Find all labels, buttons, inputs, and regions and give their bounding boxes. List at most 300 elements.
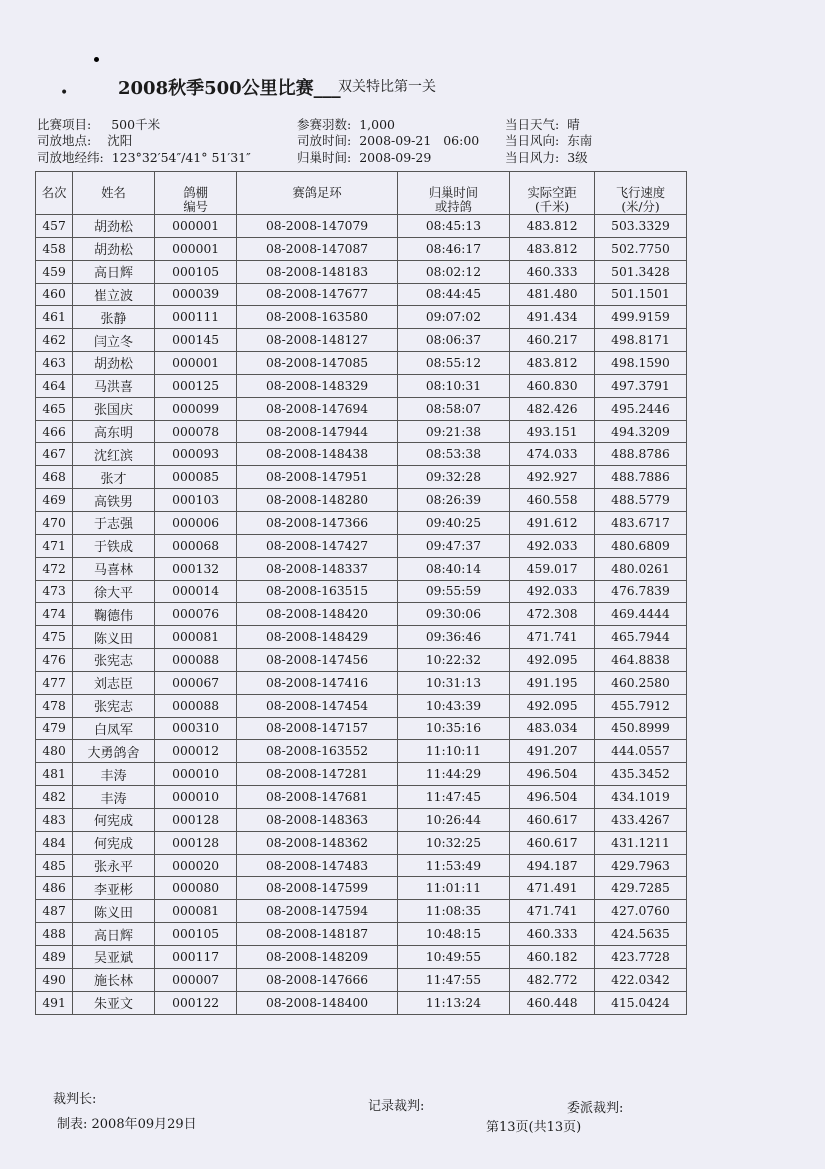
ring-cell: 08-2008-148187 — [237, 923, 397, 946]
loft-cell: 000128 — [154, 808, 237, 831]
ring-cell: 08-2008-147944 — [237, 420, 397, 443]
loft-cell: 000081 — [154, 626, 237, 649]
speed-cell: 497.3791 — [594, 374, 686, 397]
name-cell: 刘志臣 — [73, 671, 155, 694]
coords-label: 司放地经纬: — [37, 150, 104, 165]
rank-cell: 459 — [36, 260, 73, 283]
rank-cell: 484 — [36, 831, 73, 854]
col-header-loft — [154, 172, 237, 215]
col-header-loft-text: 鸽棚 编号 — [183, 186, 208, 214]
col-header-ring — [237, 172, 397, 215]
return-time-cell: 10:43:39 — [397, 694, 510, 717]
speed-cell: 488.5779 — [594, 489, 686, 512]
rank-cell: 485 — [36, 854, 73, 877]
wind-direction-label: 当日风向: — [505, 133, 560, 148]
return-time-cell: 08:44:45 — [397, 283, 510, 306]
return-time-cell: 08:53:38 — [397, 443, 510, 466]
loft-cell: 000001 — [154, 237, 237, 260]
name-cell: 胡劲松 — [73, 352, 155, 375]
name-cell: 胡劲松 — [73, 215, 155, 238]
loft-cell: 000125 — [154, 374, 237, 397]
table-row — [36, 854, 687, 877]
distance-cell: 491.434 — [510, 306, 595, 329]
loft-cell: 000076 — [154, 603, 237, 626]
name-cell: 沈红滨 — [73, 443, 155, 466]
page-title: 2008秋季500公里比赛___ — [118, 78, 341, 99]
speed-cell: 488.7886 — [594, 466, 686, 489]
ring-cell: 08-2008-163552 — [237, 740, 397, 763]
ring-cell: 08-2008-148280 — [237, 489, 397, 512]
table-row — [36, 580, 687, 603]
name-cell: 大勇鸽舍 — [73, 740, 155, 763]
name-cell: 高铁男 — [73, 489, 155, 512]
speed-cell: 483.6717 — [594, 511, 686, 534]
weather-value: 晴 — [567, 117, 580, 132]
ring-cell: 08-2008-163580 — [237, 306, 397, 329]
stray-mark: • — [60, 85, 69, 101]
distance-cell: 496.504 — [510, 786, 595, 809]
loft-cell: 000117 — [154, 946, 237, 969]
rank-cell: 488 — [36, 923, 73, 946]
table-row — [36, 923, 687, 946]
return-time-cell: 08:06:37 — [397, 329, 510, 352]
name-cell: 施长林 — [73, 968, 155, 991]
ring-cell: 08-2008-147456 — [237, 649, 397, 672]
table-row — [36, 511, 687, 534]
rank-cell: 457 — [36, 215, 73, 238]
loft-cell: 000105 — [154, 923, 237, 946]
race-item-label: 比赛项目: — [37, 117, 92, 132]
ring-cell: 08-2008-147666 — [237, 968, 397, 991]
col-header-ring-text: 赛鸽足环 — [292, 186, 342, 200]
rank-cell: 470 — [36, 511, 73, 534]
distance-cell: 491.612 — [510, 511, 595, 534]
speed-cell: 460.2580 — [594, 671, 686, 694]
rank-cell: 479 — [36, 717, 73, 740]
wind-direction-info — [505, 133, 592, 149]
distance-cell: 460.617 — [510, 831, 595, 854]
loft-cell: 000068 — [154, 534, 237, 557]
loft-cell: 000128 — [154, 831, 237, 854]
ring-cell: 08-2008-147157 — [237, 717, 397, 740]
name-cell: 高日辉 — [73, 923, 155, 946]
release-place-info — [37, 133, 132, 149]
race-item-value: 500千米 — [111, 117, 161, 132]
loft-cell: 000132 — [154, 557, 237, 580]
rank-cell: 467 — [36, 443, 73, 466]
speed-cell: 423.7728 — [594, 946, 686, 969]
return-time-cell: 11:53:49 — [397, 854, 510, 877]
ring-cell: 08-2008-147079 — [237, 215, 397, 238]
rank-cell: 475 — [36, 626, 73, 649]
ring-cell: 08-2008-148329 — [237, 374, 397, 397]
loft-cell: 000085 — [154, 466, 237, 489]
return-time-cell: 08:02:12 — [397, 260, 510, 283]
distance-cell: 481.480 — [510, 283, 595, 306]
return-time-info — [297, 150, 431, 166]
ring-cell: 08-2008-148400 — [237, 991, 397, 1014]
table-row — [36, 557, 687, 580]
speed-cell: 502.7750 — [594, 237, 686, 260]
ring-cell: 08-2008-147594 — [237, 900, 397, 923]
name-cell: 崔立波 — [73, 283, 155, 306]
speed-cell: 480.6809 — [594, 534, 686, 557]
name-cell: 丰涛 — [73, 763, 155, 786]
distance-cell: 474.033 — [510, 443, 595, 466]
ring-cell: 08-2008-147087 — [237, 237, 397, 260]
rank-cell: 463 — [36, 352, 73, 375]
loft-cell: 000093 — [154, 443, 237, 466]
ring-cell: 08-2008-147599 — [237, 877, 397, 900]
speed-cell: 435.3452 — [594, 763, 686, 786]
col-header-return — [397, 172, 510, 215]
loft-cell: 000001 — [154, 215, 237, 238]
loft-cell: 000078 — [154, 420, 237, 443]
rank-cell: 461 — [36, 306, 73, 329]
speed-cell: 501.3428 — [594, 260, 686, 283]
ring-cell: 08-2008-147281 — [237, 763, 397, 786]
rank-cell: 478 — [36, 694, 73, 717]
return-time-label: 归巢时间: — [297, 150, 352, 165]
coords-value: 123°32′54″/41° 51′31″ — [111, 150, 251, 165]
name-cell: 丰涛 — [73, 786, 155, 809]
record-judge-label: 记录裁判: — [368, 1099, 425, 1114]
speed-cell: 465.7944 — [594, 626, 686, 649]
table-row — [36, 374, 687, 397]
ink-dot — [94, 57, 99, 62]
wind-direction-value: 东南 — [567, 133, 593, 148]
speed-cell: 469.4444 — [594, 603, 686, 626]
speed-cell: 498.8171 — [594, 329, 686, 352]
speed-cell: 499.9159 — [594, 306, 686, 329]
rank-cell: 480 — [36, 740, 73, 763]
distance-cell: 492.095 — [510, 649, 595, 672]
wind-force-label: 当日风力: — [505, 150, 560, 165]
speed-cell: 488.8786 — [594, 443, 686, 466]
ring-cell: 08-2008-148420 — [237, 603, 397, 626]
ring-cell: 08-2008-148127 — [237, 329, 397, 352]
return-time-cell: 08:58:07 — [397, 397, 510, 420]
name-cell: 张宪志 — [73, 694, 155, 717]
rank-cell: 468 — [36, 466, 73, 489]
loft-cell: 000103 — [154, 489, 237, 512]
return-time-cell: 10:22:32 — [397, 649, 510, 672]
distance-cell: 471.491 — [510, 877, 595, 900]
name-cell: 张静 — [73, 306, 155, 329]
speed-cell: 429.7963 — [594, 854, 686, 877]
ring-cell: 08-2008-147454 — [237, 694, 397, 717]
return-time-cell: 08:45:13 — [397, 215, 510, 238]
release-time-info — [297, 133, 479, 149]
return-time-cell: 08:40:14 — [397, 557, 510, 580]
distance-cell: 471.741 — [510, 900, 595, 923]
return-time-cell: 11:08:35 — [397, 900, 510, 923]
loft-cell: 000006 — [154, 511, 237, 534]
distance-cell: 459.017 — [510, 557, 595, 580]
rank-cell: 472 — [36, 557, 73, 580]
loft-cell: 000007 — [154, 968, 237, 991]
name-cell: 吴亚斌 — [73, 946, 155, 969]
col-header-rank — [36, 172, 73, 215]
loft-cell: 000111 — [154, 306, 237, 329]
distance-cell: 483.812 — [510, 237, 595, 260]
name-cell: 高日辉 — [73, 260, 155, 283]
table-row — [36, 763, 687, 786]
rank-cell: 491 — [36, 991, 73, 1014]
rank-cell: 464 — [36, 374, 73, 397]
distance-cell: 491.195 — [510, 671, 595, 694]
speed-cell: 476.7839 — [594, 580, 686, 603]
distance-cell: 496.504 — [510, 763, 595, 786]
distance-cell: 492.033 — [510, 534, 595, 557]
loft-cell: 000020 — [154, 854, 237, 877]
loft-cell: 000088 — [154, 694, 237, 717]
distance-cell: 492.927 — [510, 466, 595, 489]
table-row — [36, 968, 687, 991]
return-time-cell: 09:36:46 — [397, 626, 510, 649]
speed-cell: 429.7285 — [594, 877, 686, 900]
speed-cell: 501.1501 — [594, 283, 686, 306]
distance-cell: 482.426 — [510, 397, 595, 420]
page-subtitle: 双关特比第一关 — [338, 79, 436, 95]
entries-info — [297, 117, 395, 133]
table-row — [36, 283, 687, 306]
table-row — [36, 215, 687, 238]
assigned-judge-label: 委派裁判: — [567, 1101, 624, 1116]
table-row — [36, 694, 687, 717]
distance-cell: 482.772 — [510, 968, 595, 991]
rank-cell: 471 — [36, 534, 73, 557]
name-cell: 陈义田 — [73, 900, 155, 923]
release-time-value: 2008-09-21 06:00 — [359, 133, 480, 148]
table-row — [36, 489, 687, 512]
speed-cell: 431.1211 — [594, 831, 686, 854]
table-row — [36, 877, 687, 900]
ring-cell: 08-2008-148362 — [237, 831, 397, 854]
name-cell: 闫立冬 — [73, 329, 155, 352]
return-time-cell: 11:01:11 — [397, 877, 510, 900]
return-time-cell: 08:46:17 — [397, 237, 510, 260]
distance-cell: 460.830 — [510, 374, 595, 397]
wind-force-value: 3级 — [567, 150, 588, 165]
loft-cell: 000122 — [154, 991, 237, 1014]
return-time-cell: 10:26:44 — [397, 808, 510, 831]
distance-cell: 460.448 — [510, 991, 595, 1014]
name-cell: 何宪成 — [73, 808, 155, 831]
rank-cell: 473 — [36, 580, 73, 603]
ring-cell: 08-2008-148337 — [237, 557, 397, 580]
return-time-cell: 11:47:45 — [397, 786, 510, 809]
rank-cell: 487 — [36, 900, 73, 923]
table-row — [36, 808, 687, 831]
loft-cell: 000099 — [154, 397, 237, 420]
distance-cell: 483.812 — [510, 352, 595, 375]
return-time-cell: 10:32:25 — [397, 831, 510, 854]
col-header-distance-text: 实际空距 (千米) — [527, 186, 577, 214]
table-row — [36, 260, 687, 283]
return-time-cell: 08:55:12 — [397, 352, 510, 375]
col-header-speed-text: 飞行速度 (米/分) — [615, 186, 666, 214]
distance-cell: 493.151 — [510, 420, 595, 443]
distance-cell: 491.207 — [510, 740, 595, 763]
speed-cell: 424.5635 — [594, 923, 686, 946]
return-time-cell: 09:32:28 — [397, 466, 510, 489]
name-cell: 张永平 — [73, 854, 155, 877]
speed-cell: 427.0760 — [594, 900, 686, 923]
results-table-head — [36, 172, 687, 215]
results-table-body — [36, 215, 687, 1015]
return-time-cell: 11:10:11 — [397, 740, 510, 763]
release-place-value: 沈阳 — [107, 133, 133, 148]
weather-info — [505, 117, 580, 133]
table-row — [36, 946, 687, 969]
ring-cell: 08-2008-148183 — [237, 260, 397, 283]
table-row — [36, 786, 687, 809]
loft-cell: 000010 — [154, 786, 237, 809]
name-cell: 鞠德伟 — [73, 603, 155, 626]
col-header-return-text: 归巢时间 或持鸽 — [428, 186, 479, 214]
name-cell: 于铁成 — [73, 534, 155, 557]
name-cell: 陈义田 — [73, 626, 155, 649]
header-row — [36, 172, 687, 215]
speed-cell: 503.3329 — [594, 215, 686, 238]
coords-info — [37, 150, 251, 166]
table-row — [36, 649, 687, 672]
distance-cell: 492.095 — [510, 694, 595, 717]
ring-cell: 08-2008-147677 — [237, 283, 397, 306]
speed-cell: 434.1019 — [594, 786, 686, 809]
rank-cell: 476 — [36, 649, 73, 672]
table-row — [36, 671, 687, 694]
distance-cell: 460.217 — [510, 329, 595, 352]
rank-cell: 482 — [36, 786, 73, 809]
rank-cell: 465 — [36, 397, 73, 420]
loft-cell: 000145 — [154, 329, 237, 352]
loft-cell: 000012 — [154, 740, 237, 763]
table-row — [36, 991, 687, 1014]
loft-cell: 000010 — [154, 763, 237, 786]
distance-cell: 483.812 — [510, 215, 595, 238]
table-row — [36, 329, 687, 352]
speed-cell: 444.0557 — [594, 740, 686, 763]
rank-cell: 458 — [36, 237, 73, 260]
rank-cell: 469 — [36, 489, 73, 512]
entries-label: 参赛羽数: — [297, 117, 352, 132]
table-row — [36, 237, 687, 260]
loft-cell: 000001 — [154, 352, 237, 375]
chief-judge-label: 裁判长: — [53, 1092, 97, 1107]
speed-cell: 494.3209 — [594, 420, 686, 443]
speed-cell: 498.1590 — [594, 352, 686, 375]
ring-cell: 08-2008-147085 — [237, 352, 397, 375]
col-header-name-text: 姓名 — [101, 186, 126, 200]
speed-cell: 455.7912 — [594, 694, 686, 717]
return-time-cell: 09:47:37 — [397, 534, 510, 557]
ring-cell: 08-2008-147694 — [237, 397, 397, 420]
return-time-cell: 09:07:02 — [397, 306, 510, 329]
distance-cell: 494.187 — [510, 854, 595, 877]
distance-cell: 471.741 — [510, 626, 595, 649]
col-header-speed — [594, 172, 686, 215]
name-cell: 朱亚文 — [73, 991, 155, 1014]
name-cell: 李亚彬 — [73, 877, 155, 900]
return-time-cell: 08:26:39 — [397, 489, 510, 512]
distance-cell: 472.308 — [510, 603, 595, 626]
return-time-cell: 10:49:55 — [397, 946, 510, 969]
col-header-distance — [510, 172, 595, 215]
speed-cell: 464.8838 — [594, 649, 686, 672]
rank-cell: 490 — [36, 968, 73, 991]
loft-cell: 000081 — [154, 900, 237, 923]
loft-cell: 000014 — [154, 580, 237, 603]
distance-cell: 460.333 — [510, 260, 595, 283]
name-cell: 张国庆 — [73, 397, 155, 420]
name-cell: 胡劲松 — [73, 237, 155, 260]
loft-cell: 000039 — [154, 283, 237, 306]
return-time-cell: 09:30:06 — [397, 603, 510, 626]
release-place-label: 司放地点: — [37, 133, 92, 148]
distance-cell: 460.617 — [510, 808, 595, 831]
table-row — [36, 420, 687, 443]
rank-cell: 481 — [36, 763, 73, 786]
col-header-rank-text: 名次 — [41, 186, 67, 200]
loft-cell: 000105 — [154, 260, 237, 283]
distance-cell: 460.182 — [510, 946, 595, 969]
weather-label: 当日天气: — [505, 117, 560, 132]
release-time-label: 司放时间: — [297, 133, 352, 148]
ring-cell: 08-2008-147366 — [237, 511, 397, 534]
rank-cell: 474 — [36, 603, 73, 626]
table-row — [36, 443, 687, 466]
return-time-cell: 11:44:29 — [397, 763, 510, 786]
ring-cell: 08-2008-147483 — [237, 854, 397, 877]
table-row — [36, 306, 687, 329]
ring-cell: 08-2008-148363 — [237, 808, 397, 831]
rank-cell: 477 — [36, 671, 73, 694]
made-date: 制表: 2008年09月29日 — [57, 1117, 197, 1132]
return-time-cell: 09:40:25 — [397, 511, 510, 534]
table-row — [36, 831, 687, 854]
rank-cell: 486 — [36, 877, 73, 900]
table-row — [36, 534, 687, 557]
name-cell: 白凤军 — [73, 717, 155, 740]
name-cell: 何宪成 — [73, 831, 155, 854]
return-time-cell: 09:21:38 — [397, 420, 510, 443]
loft-cell: 000310 — [154, 717, 237, 740]
distance-cell: 460.558 — [510, 489, 595, 512]
table-row — [36, 717, 687, 740]
table-row — [36, 626, 687, 649]
name-cell: 马喜林 — [73, 557, 155, 580]
ring-cell: 08-2008-147416 — [237, 671, 397, 694]
ring-cell: 08-2008-148438 — [237, 443, 397, 466]
distance-cell: 460.333 — [510, 923, 595, 946]
table-row — [36, 397, 687, 420]
name-cell: 张宪志 — [73, 649, 155, 672]
name-cell: 张才 — [73, 466, 155, 489]
rank-cell: 483 — [36, 808, 73, 831]
loft-cell: 000067 — [154, 671, 237, 694]
return-time-cell: 09:55:59 — [397, 580, 510, 603]
page-number: 第13页(共13页) — [486, 1120, 582, 1135]
col-header-name — [73, 172, 155, 215]
table-row — [36, 900, 687, 923]
return-time-cell: 11:13:24 — [397, 991, 510, 1014]
name-cell: 马洪喜 — [73, 374, 155, 397]
rank-cell: 489 — [36, 946, 73, 969]
ring-cell: 08-2008-148429 — [237, 626, 397, 649]
return-time-cell: 11:47:55 — [397, 968, 510, 991]
